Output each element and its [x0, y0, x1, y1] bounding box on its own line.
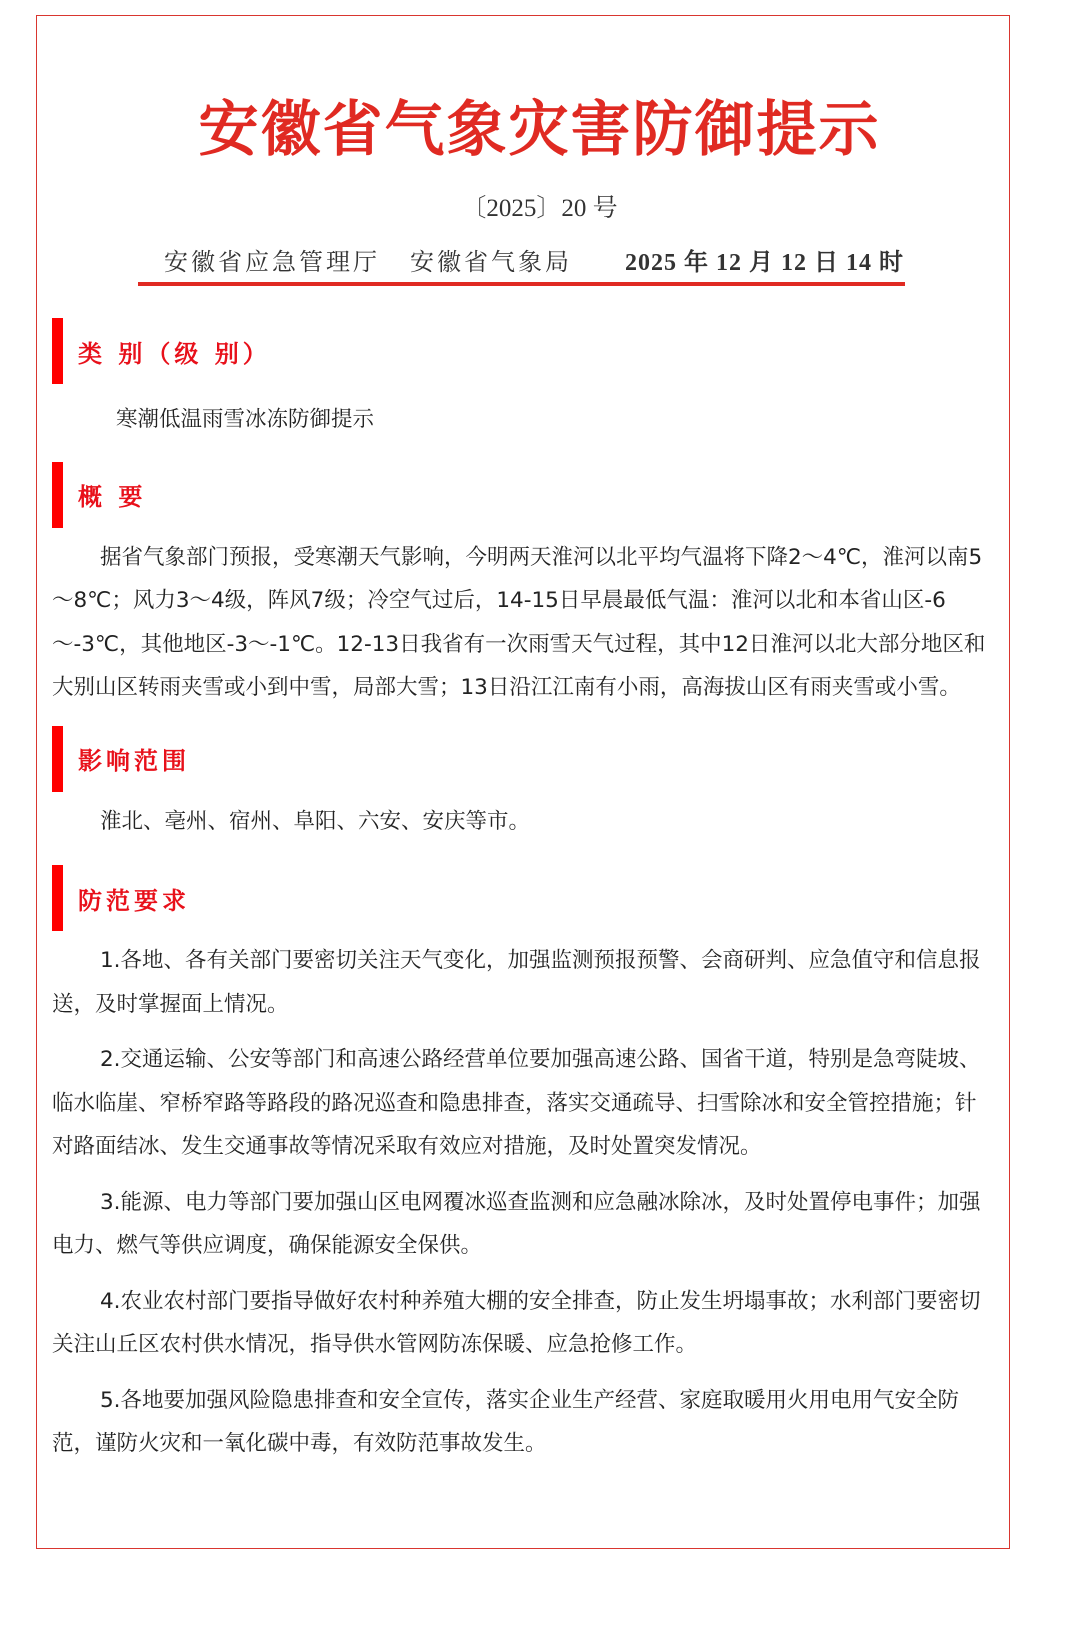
- issue-time: 2025 年 12 月 12 日 14 时: [625, 250, 904, 276]
- scope-paragraph: 淮北、亳州、宿州、阜阳、六安、安庆等市。: [100, 808, 531, 834]
- issuer-emergency-dept: 安徽省应急管理厅: [164, 250, 380, 276]
- section-heading-summary: 概 要: [52, 462, 997, 528]
- issuer-line: [164, 242, 904, 277]
- requirement-item: 2.交通运输、公安等部门和高速公路经营单位要加强高速公路、国省干道，特别是急弯陡坡、临水临崖、窄桥窄路等路段的路况巡查和隐患排查，落实交通疏导、扫雪除冰和安全管控措施；针对路面结冰、发生交通事故等情况采取有效应对措施，及时处置突发情况。: [52, 1047, 981, 1159]
- document-body: [52, 318, 997, 1478]
- heading-bar: [52, 726, 63, 792]
- document-number: 〔2025〕20 号: [461, 195, 618, 222]
- requirement-item: 5.各地要加强风险隐患排查和安全宣传，落实企业生产经营、家庭取暖用火用电用气安全防范，谨防火灾和一氧化碳中毒，有效防范事故发生。: [52, 1387, 960, 1456]
- requirement-item: 4.农业农村部门要指导做好农村种养殖大棚的安全排查，防止发生坍塌事故；水利部门要密切关注山丘区农村供水情况，指导供水管网防冻保暖、应急抢修工作。: [52, 1288, 981, 1357]
- requirement-item: 1.各地、各有关部门要密切关注天气变化，加强监测预报预警、会商研判、应急值守和信息报送，及时掌握面上情况。: [52, 948, 981, 1017]
- heading-bar: [52, 318, 63, 384]
- heading-bar: [52, 462, 63, 528]
- section-heading-scope: 影响范围: [52, 726, 997, 792]
- document-title: 安徽省气象灾害防御提示: [198, 95, 881, 165]
- header-divider: [138, 282, 905, 286]
- category-text: 寒潮低温雨雪冰冻防御提示: [116, 407, 375, 432]
- summary-paragraph: 据省气象部门预报，受寒潮天气影响，今明两天淮河以北平均气温将下降2～4℃，淮河以南5～8℃；风力3～4级，阵风7级；冷空气过后，14-15日早晨最低气温：淮河以北和本省山区-6～-3℃，其他地区-3～-1℃。12-13日我省有一次雨雪天气过程，其中12日淮河以北大部分地区和大别山区转雨夹雪或小到中雪，局部大雪；13日沿江江南有小雨，高海拔山区有雨夹雪或小雪。: [52, 544, 986, 700]
- issuer-meteorological-bureau: 安徽省气象局: [410, 250, 572, 276]
- heading-bar: [52, 865, 63, 931]
- requirement-item: 3.能源、电力等部门要加强山区电网覆冰巡查监测和应急融冰除冰，及时处置停电事件；加强电力、燃气等供应调度，确保能源安全保供。: [52, 1189, 981, 1258]
- section-heading-requirements: 防范要求: [52, 865, 997, 931]
- section-heading-category: 类 别（级 别）: [52, 318, 997, 384]
